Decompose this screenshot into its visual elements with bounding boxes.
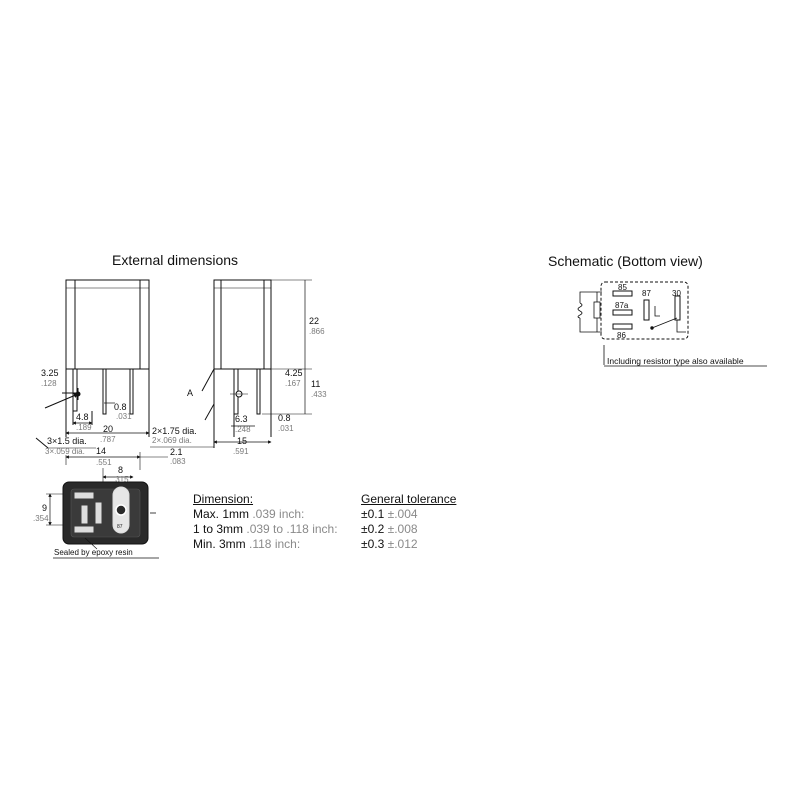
bottom-terminal-86 (75, 527, 93, 532)
dim-15-mm: 15 (237, 436, 248, 446)
epoxy-note: Sealed by epoxy resin (54, 548, 133, 557)
hole-3x-mm: 3×1.5 dia. (47, 436, 87, 446)
coil-symbol (594, 302, 600, 318)
schematic-terminal-30 (675, 296, 680, 320)
bottom-terminal-85 (75, 493, 93, 498)
tolerance-header-tolerance: General tolerance (361, 492, 457, 506)
tolerance-dim-mm: Max. 1mm (193, 507, 253, 521)
dim-20-in: .787 (100, 435, 116, 444)
schematic-pin-30: 30 (672, 289, 681, 298)
front-terminal-mid (103, 369, 106, 414)
dim-11-in: .433 (311, 390, 327, 399)
dim-22-in: .866 (309, 327, 325, 336)
dim-11-mm: 11 (311, 379, 321, 389)
tolerance-tol-mm: ±0.3 (361, 537, 388, 551)
hole-3x-in: 3×.059 dia. (45, 447, 85, 456)
front-view-body (66, 280, 149, 369)
dim-9-in: .354 (33, 514, 49, 523)
dim-425-in: .167 (285, 379, 301, 388)
dim-48-mm: 4.8 (76, 412, 89, 422)
dim-8-mm: 8 (118, 465, 124, 475)
hole-2x-mm: 2×1.75 dia. (152, 426, 197, 436)
bottom-terminal-87a (96, 503, 101, 523)
dim-9-mm: 9 (42, 503, 48, 513)
dim-20-mm: 20 (103, 424, 114, 434)
dim-425-mm: 4.25 (285, 368, 303, 378)
tolerance-tol-mm: ±0.2 (361, 522, 388, 536)
side-dim-08-mm: 0.8 (278, 413, 291, 423)
dim-14-in: .551 (96, 458, 112, 467)
front-dim-08-mm: 0.8 (114, 402, 127, 412)
front-terminal-left (73, 369, 77, 411)
front-terminal-right (130, 369, 133, 414)
side-view-body (214, 280, 271, 369)
tolerance-dim-mm: 1 to 3mm (193, 522, 247, 536)
tolerance-tol-mm: ±0.1 (361, 507, 388, 521)
dim-21-mm: 2.1 (170, 447, 183, 457)
schematic-pin-87: 87 (642, 289, 651, 298)
dim-63-in: .248 (235, 425, 251, 434)
marker-a: A (187, 388, 194, 398)
schematic-terminal-86 (613, 324, 632, 329)
tolerance-dim-in: .118 inch: (249, 537, 301, 551)
schematic-note: Including resistor type also available (607, 356, 744, 366)
side-dim-08-in: .031 (278, 424, 294, 433)
bottom-pin-87-label: 87 (117, 524, 123, 530)
dim-22-mm: 22 (309, 316, 320, 326)
schematic-pin-87a: 87a (615, 301, 629, 310)
bottom-terminal-30 (82, 506, 87, 523)
external-dimensions-heading: External dimensions (112, 252, 239, 268)
hole-2x-in: 2×.069 dia. (152, 436, 192, 445)
dim-21-in: .083 (170, 457, 186, 466)
dim-14-mm: 14 (96, 446, 107, 456)
front-view (36, 280, 149, 448)
tolerance-dim-mm: Min. 3mm (193, 537, 250, 551)
dim-325-mm: 3.25 (41, 368, 59, 378)
tolerance-tol-in: ±.004 (387, 507, 418, 521)
tolerance-dim-in: .039 to .118 inch: (246, 522, 338, 536)
schematic-pin-85: 85 (618, 283, 627, 292)
tolerance-tol-in: ±.008 (387, 522, 418, 536)
bottom-view (46, 452, 168, 558)
dim-325-in: .128 (41, 379, 57, 388)
tolerance-header-dimension: Dimension: (193, 492, 254, 506)
schematic-heading: Schematic (Bottom view) (548, 253, 703, 269)
schematic-terminal-87a (613, 310, 632, 315)
tolerance-dim-in: .039 inch: (252, 507, 305, 521)
tolerance-tol-in: ±.012 (387, 537, 418, 551)
front-dim-08-in: .031 (116, 412, 132, 421)
dim-8-in: .315 (113, 475, 129, 484)
side-terminal-b (257, 369, 260, 414)
schematic-terminal-87 (644, 300, 649, 320)
dim-15-in: .591 (233, 447, 249, 456)
dim-63-mm: 6.3 (235, 414, 248, 424)
dim-48-in: .189 (76, 423, 92, 432)
schematic-pin-86: 86 (617, 331, 626, 340)
